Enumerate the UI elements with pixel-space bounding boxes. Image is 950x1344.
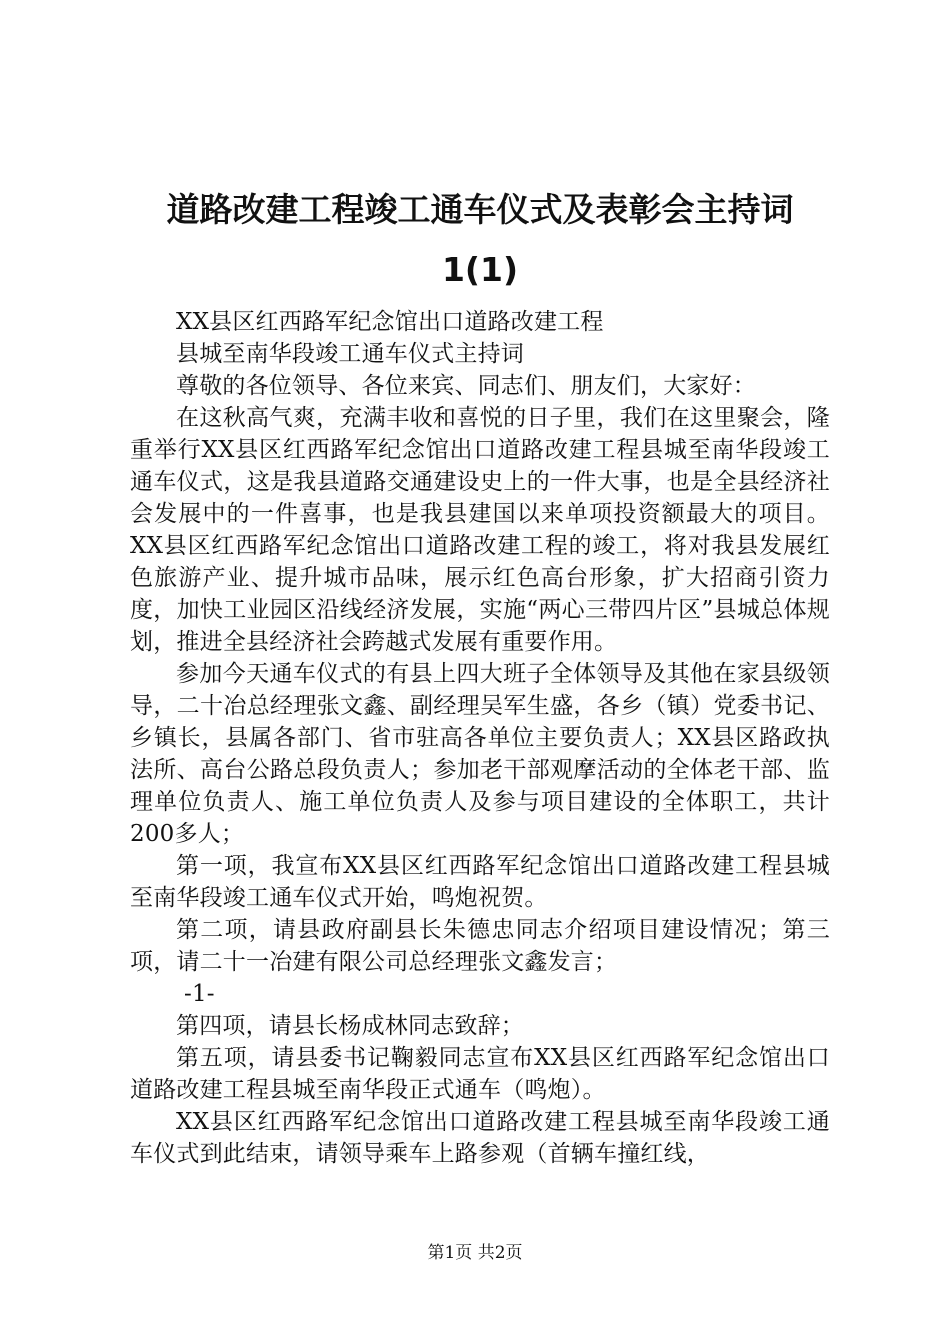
paragraph-item-2-3: 第二项，请县政府副县长朱德忠同志介绍项目建设情况；第三项，请二十一冶建有限公司总经理张文鑫发言； xyxy=(130,917,830,975)
paragraph-attendees: 参加今天通车仪式的有县上四大班子全体领导及其他在家县级领导，二十冶总经理张文鑫、副经理吴军生盛，各乡（镇）党委书记、乡镇长，县属各部门、省市驻高各单位主要负责人；XX县区路政执法所、高台公路总段负责人；参加老干部观摩活动的全体老干部、监理单位负责人、施工单位负责人及参与项目建设的全体职工，共计200多人； xyxy=(130,661,830,847)
paragraph-closing: XX县区红西路军纪念馆出口道路改建工程县城至南华段竣工通车仪式到此结束，请领导乘车上路参观（首辆车撞红线， xyxy=(130,1109,830,1167)
paragraph-heading-2: 县城至南华段竣工通车仪式主持词 xyxy=(176,341,524,367)
paragraph-item-1: 第一项，我宣布XX县区红西路军纪念馆出口道路改建工程县城至南华段竣工通车仪式开始，鸣炮祝贺。 xyxy=(130,853,830,911)
document-body xyxy=(130,306,830,1170)
document-page xyxy=(130,180,830,1170)
paragraph-heading-1: XX县区红西路军纪念馆出口道路改建工程 xyxy=(176,309,604,335)
title-line-2: 1(1) xyxy=(441,250,519,289)
page-footer: 第1页 共2页 xyxy=(427,1243,523,1263)
paragraph-greeting: 尊敬的各位领导、各位来宾、同志们、朋友们，大家好： xyxy=(176,373,756,399)
paragraph-item-5: 第五项，请县委书记鞠毅同志宣布XX县区红西路军纪念馆出口道路改建工程县城至南华段正式通车（鸣炮）。 xyxy=(130,1045,830,1103)
document-title xyxy=(130,180,830,300)
page-marker: -1- xyxy=(184,981,215,1007)
title-line-1: 道路改建工程竣工通车仪式及表彰会主持词 xyxy=(166,190,794,229)
paragraph-opening: 在这秋高气爽，充满丰收和喜悦的日子里，我们在这里聚会，隆重举行XX县区红西路军纪念馆出口道路改建工程县城至南华段竣工通车仪式，这是我县道路交通建设史上的一件大事，也是全县经济社会发展中的一件喜事，也是我县建国以来单项投资额最大的项目。XX县区红西路军纪念馆出口道路改建工程的竣工，将对我县发展红色旅游产业、提升城市品味，展示红色高台形象，扩大招商引资力度，加快工业园区沿线经济发展，实施“两心三带四片区”县城总体规划，推进全县经济社会跨越式发展有重要作用。 xyxy=(130,405,830,655)
paragraph-item-4: 第四项，请县长杨成林同志致辞； xyxy=(176,1013,524,1039)
